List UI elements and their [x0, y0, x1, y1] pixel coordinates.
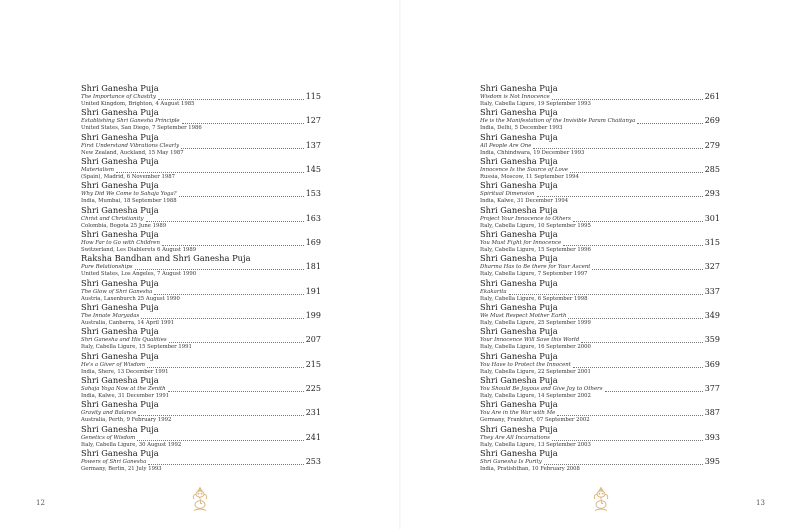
toc-entry-subtitle: Establishing Shri Ganesha Principle	[81, 118, 180, 125]
toc-entry-subtitle: Materialism	[81, 167, 114, 174]
toc-entry-page-number: 285	[704, 165, 720, 175]
toc-entry-location: Australia, Canberra, 14 April 1991	[81, 320, 175, 327]
toc-entry-title: Shri Ganesha Puja	[81, 423, 159, 434]
dot-leader	[573, 216, 703, 222]
toc-entry-subtitle: Christ and Christianity	[81, 215, 144, 222]
toc-entry[interactable]	[480, 253, 720, 277]
toc-entry-line	[480, 288, 720, 296]
toc-entry[interactable]	[81, 180, 321, 204]
toc-entry-subtitle: We Must Respect Mother Earth	[480, 313, 567, 320]
toc-entry-location: Italy, Cabella Ligure, 7 September 1997	[480, 271, 588, 278]
toc-entry-title: Shri Ganesha Puja	[81, 131, 159, 142]
toc-entry[interactable]	[81, 448, 321, 472]
toc-entry-location: Italy, Cabella Ligure, 25 September 1999	[480, 320, 591, 327]
toc-entry[interactable]	[480, 107, 720, 131]
toc-entry-page-number: 169	[305, 238, 321, 248]
toc-entry-title: Shri Ganesha Puja	[81, 302, 159, 313]
toc-entry-page-number: 115	[305, 92, 321, 101]
toc-entry-location: India, Mumbai, 18 September 1988	[81, 198, 177, 205]
ganesha-emblem-icon	[190, 486, 210, 512]
toc-entry[interactable]	[480, 278, 720, 302]
toc-entry[interactable]	[81, 205, 321, 229]
toc-entry-line	[480, 239, 720, 247]
toc-entry-subtitle: Project Your Innocence to Others	[480, 215, 571, 222]
dot-leader	[182, 118, 304, 124]
toc-entry[interactable]	[480, 205, 720, 229]
toc-entry-subtitle: Your Innocence Will Save this World	[480, 337, 580, 344]
toc-entry-subtitle: The Importance of Chastity	[81, 94, 156, 100]
toc-entry-line	[480, 385, 720, 393]
toc-entry-line	[81, 166, 321, 174]
toc-entry-subtitle: They Are All Incarnations	[480, 434, 550, 441]
toc-entry[interactable]	[480, 229, 720, 253]
toc-entry-line	[81, 385, 321, 393]
toc-entry-page-number: 327	[704, 262, 720, 272]
toc-entry-location: Germany, Frankfurt, 07 September 2002	[480, 417, 590, 424]
dot-leader	[146, 216, 304, 222]
toc-entry-title: Shri Ganesha Puja	[81, 156, 159, 167]
toc-entry[interactable]	[81, 156, 321, 180]
ganesha-emblem-icon	[591, 486, 611, 512]
toc-entry-page-number: 393	[704, 432, 720, 442]
toc-entry[interactable]	[81, 253, 321, 277]
toc-entry-title: Shri Ganesha Puja	[81, 229, 159, 240]
toc-entry-title: Shri Ganesha Puja	[480, 350, 558, 361]
toc-entry-location: Italy, Cabella Ligure, 14 September 2002	[480, 393, 591, 400]
dot-leader	[573, 362, 703, 368]
toc-entry-location: India, Pratishthan, 10 February 2008	[480, 466, 580, 473]
toc-entry-line	[480, 336, 720, 344]
toc-entry-page-number: 369	[704, 359, 720, 369]
toc-entry-title: Shri Ganesha Puja	[480, 277, 558, 288]
dot-leader	[168, 386, 304, 392]
toc-entry-subtitle: Shri Ganesha and His Qualities	[81, 337, 167, 344]
toc-entry-title: Shri Ganesha Puja	[81, 83, 159, 93]
toc-entry-page-number: 253	[305, 457, 321, 467]
toc-entry-title: Shri Ganesha Puja	[81, 326, 159, 337]
toc-entry-subtitle: Gravity and Balance	[81, 410, 137, 417]
toc-entry-page-number: 199	[305, 311, 321, 321]
dot-leader	[181, 143, 304, 149]
toc-entry-line	[480, 409, 720, 417]
toc-entry-line	[81, 190, 321, 198]
toc-entry[interactable]	[480, 132, 720, 156]
toc-entry-page-number: 359	[704, 335, 720, 345]
toc-entry-location: Austria, Laxenburch 25 August 1990	[81, 295, 180, 302]
toc-entry-location: Italy, Cabella Ligure, 30 August 1992	[81, 441, 182, 448]
toc-entry-page-number: 269	[704, 116, 720, 126]
toc-entry-line	[81, 458, 321, 466]
toc-entry-page-number: 145	[305, 165, 321, 175]
toc-entry-location: (Spain), Madrid, 6 November 1987	[81, 174, 175, 181]
toc-entry-title: Shri Ganesha Puja	[81, 350, 159, 361]
toc-entry-line	[81, 117, 321, 125]
toc-entry-line	[480, 434, 720, 442]
toc-entry-title: Shri Ganesha Puja	[480, 375, 558, 386]
toc-entry-location: India, Kalwe, 31 December 1994	[480, 198, 569, 205]
toc-entry-location: Italy, Cabella Ligure, 10 September 1995	[480, 222, 591, 229]
toc-entry-line	[480, 93, 720, 101]
toc-entry-location: United States, Los Angeles, 7 August 1990	[81, 271, 197, 278]
toc-entry-page-number: 181	[305, 262, 321, 272]
toc-entry-location: Italy, Cabella Ligure, 16 September 2000	[480, 344, 591, 351]
toc-entry-subtitle: Dharma Has to Be there for Your Ascent	[480, 264, 591, 271]
toc-entry-line	[81, 215, 321, 223]
toc-entry[interactable]	[81, 302, 321, 326]
toc-entry-line	[480, 361, 720, 369]
dot-leader	[162, 240, 304, 246]
toc-entry[interactable]	[81, 278, 321, 302]
toc-entry-location: Italy, Cabella Ligure, 15 September 1991	[81, 344, 192, 351]
toc-entry-line	[480, 215, 720, 223]
dot-leader	[592, 264, 702, 270]
toc-entry-subtitle: You Are in the War with Me	[480, 410, 556, 417]
toc-entry-title: Raksha Bandhan and Shri Ganesha Puja	[81, 253, 251, 264]
toc-entry-subtitle: You Must Fight for Innocence	[480, 240, 562, 247]
toc-entry-page-number: 337	[704, 286, 720, 296]
toc-entry-location: Switzerland, Les Diablerets 6 August 1989	[81, 247, 197, 254]
toc-entry-title: Shri Ganesha Puja	[480, 229, 558, 240]
dot-leader	[544, 459, 703, 465]
toc-entry-line	[81, 239, 321, 247]
toc-entry-page-number: 293	[704, 189, 720, 199]
toc-entry-page-number: 163	[305, 213, 321, 223]
toc-entry-subtitle: Wisdom is Not Innocence	[480, 94, 550, 100]
dot-leader	[137, 435, 303, 441]
toc-entry-subtitle: Spiritual Dimension	[480, 191, 535, 198]
dot-leader	[537, 191, 703, 197]
toc-entry-title: Shri Ganesha Puja	[480, 83, 558, 93]
toc-entry-title: Shri Ganesha Puja	[480, 204, 558, 215]
dot-leader	[154, 289, 303, 295]
toc-entry-page-number: 261	[704, 92, 720, 101]
toc-entry-title: Shri Ganesha Puja	[480, 326, 558, 337]
toc-entry-line	[480, 263, 720, 271]
dot-leader	[552, 94, 703, 100]
toc-entry-page-number: 387	[704, 408, 720, 418]
page-number-left: 12	[36, 499, 45, 507]
toc-entry-subtitle: Pure Relationships	[81, 264, 133, 271]
toc-entry-line	[81, 312, 321, 320]
toc-entry-line	[81, 336, 321, 344]
toc-entry-location: Australia, Perth, 9 February 1992	[81, 417, 172, 424]
toc-entry-location: United States, San Diego, 7 September 1986	[81, 125, 202, 132]
toc-entry-line	[81, 361, 321, 369]
toc-entry[interactable]	[81, 326, 321, 350]
toc-entry-page-number: 127	[305, 116, 321, 126]
toc-entry[interactable]	[480, 448, 720, 472]
toc-entry-page-number: 191	[305, 286, 321, 296]
toc-entry-title: Shri Ganesha Puja	[480, 448, 558, 459]
dot-leader	[557, 410, 702, 416]
dot-leader	[509, 289, 703, 295]
toc-entry-title: Shri Ganesha Puja	[81, 107, 159, 118]
dot-leader	[568, 313, 702, 319]
toc-entry-page-number: 207	[305, 335, 321, 345]
toc-entry-line	[81, 434, 321, 442]
toc-entry-line	[480, 312, 720, 320]
toc-entry[interactable]	[81, 132, 321, 156]
toc-entry-page-number: 301	[704, 213, 720, 223]
toc-entry-title: Shri Ganesha Puja	[480, 131, 558, 142]
dot-leader	[570, 167, 703, 173]
toc-entry[interactable]	[480, 399, 720, 423]
dot-leader	[179, 191, 304, 197]
toc-entry-page-number: 153	[305, 189, 321, 199]
table-of-contents-left	[81, 83, 321, 473]
dot-leader	[605, 386, 703, 392]
toc-entry-line	[480, 190, 720, 198]
toc-entry-line	[81, 263, 321, 271]
toc-entry[interactable]	[480, 326, 720, 350]
toc-entry[interactable]	[480, 424, 720, 448]
toc-entry-page-number: 241	[305, 432, 321, 442]
toc-entry-subtitle: He's a Giver of Wisdom	[81, 361, 146, 368]
toc-entry-location: Italy, Cabella Ligure, 13 September 2003	[480, 441, 591, 448]
toc-entry-location: Italy, Cabella Ligure, 15 September 1996	[480, 247, 591, 254]
toc-entry[interactable]	[81, 424, 321, 448]
toc-entry-subtitle: Why Did We Come to Sahaja Yoga?	[81, 191, 177, 198]
toc-entry-line	[81, 288, 321, 296]
dot-leader	[533, 143, 702, 149]
toc-entry-title: Shri Ganesha Puja	[81, 277, 159, 288]
toc-entry-subtitle: The Innate Maryadas	[81, 313, 140, 320]
toc-entry-subtitle: Ekakarita	[480, 288, 507, 295]
toc-entry-subtitle: You Should Be Joyous and Give Joy to Others	[480, 386, 603, 393]
toc-entry-title: Shri Ganesha Puja	[480, 302, 558, 313]
toc-entry[interactable]	[81, 229, 321, 253]
dot-leader	[552, 435, 703, 441]
toc-entry-title: Shri Ganesha Puja	[81, 399, 159, 410]
toc-entry-line	[480, 458, 720, 466]
toc-entry-subtitle: How Far to Go with Children	[81, 240, 160, 247]
toc-entry-title: Shri Ganesha Puja	[81, 448, 159, 459]
toc-entry-location: Russia, Moscow, 11 September 1994	[480, 174, 579, 181]
dot-leader	[148, 459, 303, 465]
toc-entry-subtitle: Powers of Shri Ganesha	[81, 459, 147, 466]
toc-entry[interactable]	[81, 107, 321, 131]
toc-entry-location: Germany, Berlin, 21 July 1993	[81, 466, 162, 473]
toc-entry-page-number: 395	[704, 457, 720, 467]
toc-entry[interactable]	[480, 302, 720, 326]
toc-entry[interactable]	[480, 156, 720, 180]
toc-entry-location: Italy, Cabella Ligure, 6 September 1998	[480, 295, 588, 302]
toc-entry-title: Shri Ganesha Puja	[81, 204, 159, 215]
toc-entry-line	[81, 142, 321, 150]
dot-leader	[158, 94, 304, 100]
toc-entry-page-number: 279	[704, 140, 720, 150]
toc-entry-location: New Zealand, Auckland, 15 May 1987	[81, 149, 184, 156]
toc-entry-page-number: 349	[704, 311, 720, 321]
dot-leader	[147, 362, 304, 368]
toc-entry-page-number: 377	[704, 384, 720, 394]
toc-entry-title: Shri Ganesha Puja	[81, 180, 159, 191]
toc-entry-title: Shri Ganesha Puja	[81, 375, 159, 386]
toc-entry-line	[81, 409, 321, 417]
toc-entry-title: Shri Ganesha Puja	[480, 399, 558, 410]
toc-entry-subtitle: The Glow of Shri Ganesha	[81, 288, 153, 295]
dot-leader	[138, 410, 303, 416]
toc-entry[interactable]	[480, 375, 720, 399]
toc-entry[interactable]	[81, 351, 321, 375]
toc-entry-title: Shri Ganesha Puja	[480, 253, 558, 264]
toc-entry-page-number: 137	[305, 140, 321, 150]
toc-entry-title: Shri Ganesha Puja	[480, 107, 558, 118]
dot-leader	[637, 118, 702, 124]
toc-entry-title: Shri Ganesha Puja	[480, 156, 558, 167]
toc-entry-page-number: 315	[704, 238, 720, 248]
toc-entry-page-number: 215	[305, 359, 321, 369]
toc-entry[interactable]	[480, 351, 720, 375]
toc-entry-subtitle: Shri Ganesha Is Purity	[480, 459, 542, 466]
toc-entry-page-number: 231	[305, 408, 321, 418]
toc-entry-line	[480, 166, 720, 174]
toc-entry[interactable]	[480, 180, 720, 204]
toc-entry-subtitle: First Understand Vibrations Clearly	[81, 142, 180, 149]
toc-entry-location: India, Shere, 13 December 1991	[81, 368, 169, 375]
toc-entry-line	[81, 93, 321, 101]
toc-entry-location: India, Kalwe, 31 December 1991	[81, 393, 170, 400]
toc-entry[interactable]	[81, 83, 321, 107]
table-of-contents-right	[480, 83, 720, 473]
dot-leader	[135, 264, 304, 270]
toc-entry[interactable]	[480, 83, 720, 107]
toc-entry-page-number: 225	[305, 384, 321, 394]
toc-entry-subtitle: Sahaja Yoga Now at the Zenith	[81, 386, 166, 393]
right-page	[400, 0, 800, 529]
dot-leader	[116, 167, 304, 173]
toc-entry-location: Italy, Cabella Ligure, 22 September 2001	[480, 368, 591, 375]
toc-entry-location: India, Delhi, 5 December 1993	[480, 125, 563, 132]
toc-entry-subtitle: You Have to Protect the Innocent	[480, 361, 571, 368]
toc-entry-location: Colombia, Bogota 25 June 1989	[81, 222, 167, 229]
toc-entry[interactable]	[81, 399, 321, 423]
dot-leader	[563, 240, 703, 246]
toc-entry-subtitle: Genetics of Wisdom	[81, 434, 136, 441]
toc-entry-location: United Kingdom, Brighton, 4 August 1985	[81, 101, 195, 107]
toc-entry-location: Italy, Cabella Ligure, 19 September 1993	[480, 101, 591, 107]
toc-entry-subtitle: Innocence Is the Source of Love	[480, 167, 568, 174]
dot-leader	[581, 337, 702, 343]
page-number-right: 13	[756, 499, 765, 507]
toc-entry-location: India, Chhindwara, 19 December 1993	[480, 149, 585, 156]
toc-entry[interactable]	[81, 375, 321, 399]
toc-entry-line	[480, 117, 720, 125]
toc-entry-subtitle: He is the Manifestation of the Invisible Param Chaitanya	[480, 118, 636, 125]
toc-entry-title: Shri Ganesha Puja	[480, 423, 558, 434]
dot-leader	[141, 313, 303, 319]
toc-entry-line	[480, 142, 720, 150]
dot-leader	[169, 337, 304, 343]
toc-entry-title: Shri Ganesha Puja	[480, 180, 558, 191]
toc-entry-subtitle: All People Are One	[480, 142, 532, 149]
